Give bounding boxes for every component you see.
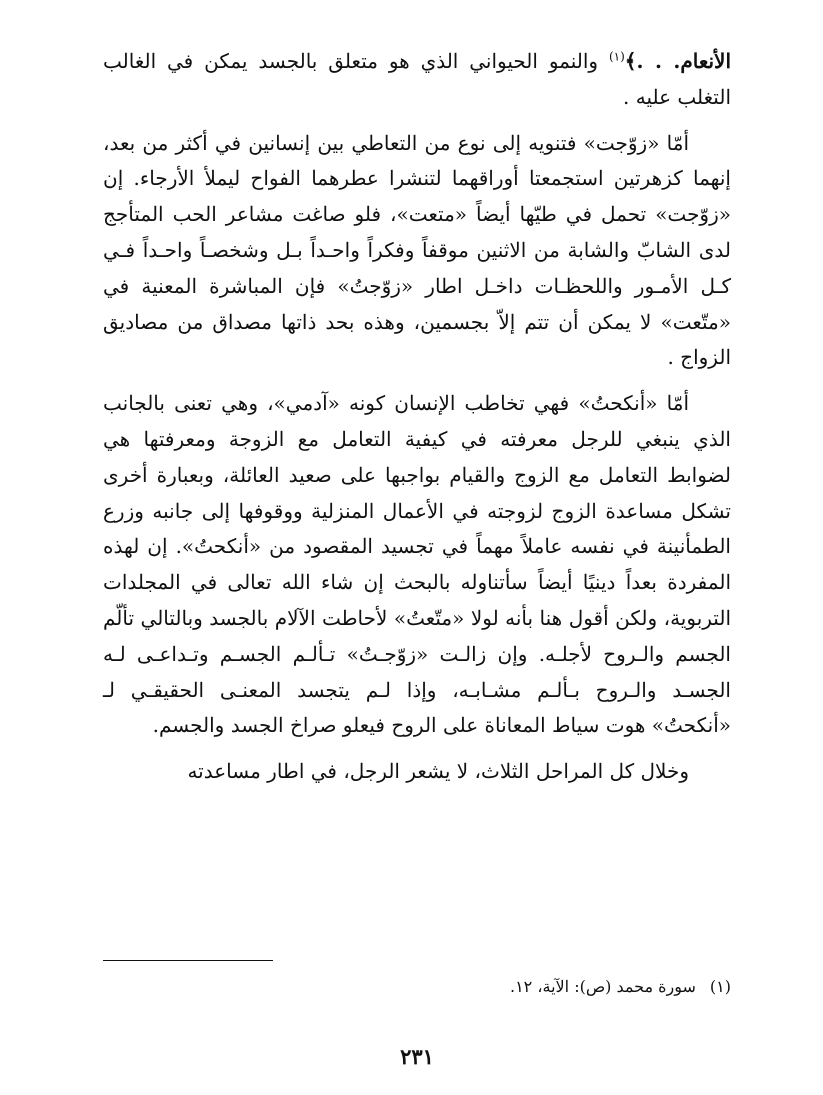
book-page	[103, 44, 731, 1069]
quran-bracket-icon: ﴾	[624, 49, 637, 73]
footnote-number: (١)	[709, 977, 731, 996]
lead-word: الأنعام	[680, 49, 731, 73]
paragraph-4: وخلال كل المراحل الثلاث، لا يشعر الرجل، في اطار مساعدته	[187, 759, 689, 784]
lead-ellipsis: . . .	[636, 49, 681, 73]
paragraph-1	[103, 44, 731, 116]
footnote-text: سورة محمد (ص): الآية، ١٢.	[509, 977, 696, 996]
footnote-reference[interactable]: (١)	[608, 49, 625, 64]
footnote	[103, 974, 731, 1000]
paragraph-3: أمّا «أنكحتُ» فهي تخاطب الإنسان كونه «آدمي»، وهي تعنى بالجانب الذي ينبغي للرجل معرفته في كيفية التعامل مع الزوجة ومعرفتها هي لضوابط التعامل مع الزوج والقيام بواجبها على صعيد العائلة، وبعبارة أخرى تشكل مساعدة الزوج لزوجته في الأعمال المنزلية ووقوفها إلى جانبه وزرع الطمأنينة في نفسه عاملاً مهماً في تجسيد المقصود من «أنكحتُ». إن لهذه المفردة بعداً دينيًا أيضاً سأتناوله بالبحث إن شاء الله تعالى في المجلدات التربوية، ولكن أقول هنا بأنه لولا «متّعتُ» لأحاطت الآلام بالجسد وبالتالي تألّم الجسم والـروح لأجلـه. وإن زالـت «زوّجـتُ» تـألـم الجسـم وتـداعـى لـه الجسـد والـروح بـألـم مشـابـه، وإذا لـم يتجسد المعنـى الحقيقـي لـ «أنكحتُ» هوت سياط المعاناة على الروح فيعلو صراخ الجسد والجسم.	[103, 391, 731, 738]
paragraph-2: أمّا «زوّجت» فتنويه إلى نوع من التعاطي بين إنسانين في أكثر من بعد، إنهما كزهرتين استجمعتا أوراقهما لتنشرا عطرهما الفواح ليملأ الأرجاء. إن «زوّجت» تحمل في طيّها أيضاً «متعت»، فلو صاغت مشاعر الحب المتأجج لدى الشابّ والشابة من الاثنين موقفاً وفكراً واحـداً بـل وشخصـاً واحـداً فـي كـل الأمـور واللحظـات داخـل اطار «زوّجتُ» فإن المباشرة المعنية في «متّعت» لا يمكن أن تتم إلاّ بجسمين، وهذه بحد ذاتها مصداق من مصاديق الزواج .	[103, 130, 731, 370]
paragraph-1-text: والنمو الحيواني الذي هو متعلق بالجسد يمكن في الغالب التغلب عليه .	[103, 49, 731, 109]
footnote-divider	[103, 960, 273, 961]
page-number: ٢٣١	[400, 1044, 434, 1069]
